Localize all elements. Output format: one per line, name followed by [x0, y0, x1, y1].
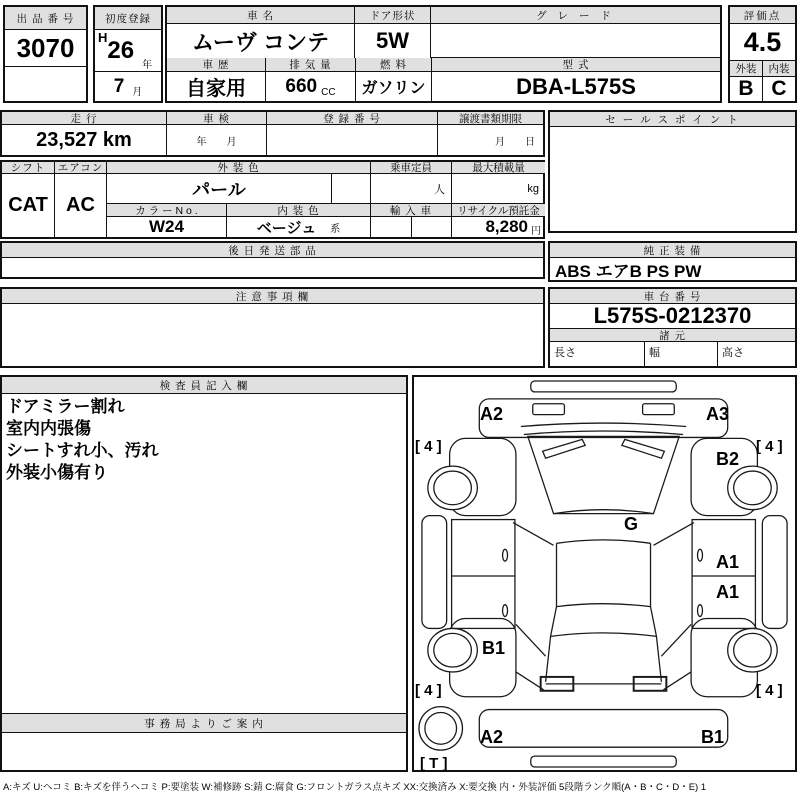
reg-month: 7 [113, 75, 125, 97]
fuel-label: 燃 料 [356, 58, 431, 72]
door-shape-label: ドア形状 [355, 7, 430, 24]
tread-depth-rear-right: [ 4 ] [756, 682, 783, 699]
equipment-label: 純 正 装 備 [550, 243, 795, 258]
import-car-cell-2 [412, 217, 452, 237]
era-code: H [98, 30, 108, 45]
tread-depth-rear-left: [ 4 ] [415, 682, 442, 699]
spec-length-label: 長さ [550, 342, 645, 366]
sales-point-label: セ ー ル ス ポ イ ン ト [550, 112, 795, 127]
interior-color-value [227, 217, 371, 237]
capacity-label: 乗車定員 [371, 162, 452, 174]
chassis-value: L575S-0212370 [550, 304, 795, 329]
later-parts-value [2, 258, 543, 277]
sales-point-box [548, 110, 797, 233]
shift-value: CAT [2, 174, 55, 237]
exterior-grade-label: 外装 [730, 61, 763, 77]
later-parts-box [0, 241, 545, 279]
door-shape-value: 5W [376, 28, 409, 53]
displacement-value [266, 72, 355, 101]
inspector-notes [2, 394, 406, 713]
chassis-label: 車 台 番 号 [550, 289, 795, 304]
interior-color-label: 内 装 色 [227, 204, 371, 217]
shift-label: シフト [2, 162, 55, 174]
reg-month-unit: 月 [132, 87, 143, 98]
model-code-label: 型 式 [432, 58, 720, 72]
capacity-unit: 人 [434, 183, 445, 196]
caution-label: 注 意 事 項 欄 [2, 289, 543, 304]
damage-label-door-right-2: A1 [716, 582, 740, 602]
caution-box [0, 287, 545, 368]
inspector-box [0, 375, 408, 772]
import-car-label: 輸 入 車 [371, 204, 452, 217]
tread-depth-front-left: [ 4 ] [415, 438, 442, 455]
capacity-value [371, 174, 452, 204]
car-top-view-diagram [414, 377, 795, 770]
car-name-value: ムーヴ コンテ [191, 29, 329, 55]
auction-number-box [3, 5, 88, 103]
specs-label: 諸 元 [550, 329, 795, 342]
damage-diagram-box [412, 375, 797, 772]
inspection-label: 車 検 [167, 112, 266, 125]
import-car-cell-1 [371, 217, 412, 237]
office-label: 事 務 局 よ り ご 案 内 [2, 713, 406, 733]
later-parts-label: 後 日 発 送 部 品 [2, 243, 543, 258]
first-registration-year [95, 30, 161, 72]
damage-label-rear-bumper-left: A2 [480, 727, 504, 747]
exterior-color-value: パール [107, 174, 332, 204]
registration-number-value [267, 125, 437, 155]
interior-grade-value: C [771, 77, 787, 100]
first-registration-month [95, 72, 161, 101]
registration-number-label: 登 録 番 号 [267, 112, 437, 125]
car-name-label: 車 名 [167, 7, 354, 24]
color-no-value: W24 [107, 217, 227, 237]
grade-label: グ レ ー ド [431, 7, 720, 24]
mileage-value: 23,527 km [36, 128, 132, 151]
tread-depth-front-right: [ 4 ] [756, 438, 783, 455]
exterior-grade-value: B [730, 77, 763, 101]
model-code-value: DBA-L575S [516, 73, 636, 99]
score-value: 4.5 [730, 24, 795, 61]
score-box [728, 5, 797, 103]
recycle-deposit-label: リサイクル預託金 [452, 204, 545, 217]
recycle-deposit-unit: 円 [531, 226, 541, 237]
spec-height-label: 高さ [722, 347, 744, 359]
color-grid-box [0, 160, 545, 239]
damage-label-front-fender-right: B2 [716, 449, 740, 469]
damage-label-door-right-1: A1 [716, 552, 740, 572]
transfer-deadline-value: 月 日 [495, 136, 535, 148]
caution-value [2, 304, 543, 366]
inspection-value: 年 月 [196, 136, 237, 148]
history-label: 車 歴 [167, 58, 265, 72]
interior-grade-label: 内装 [763, 61, 795, 77]
exterior-color-extra [332, 174, 371, 204]
score-label: 評価点 [730, 7, 795, 24]
mileage-row-box [0, 110, 545, 157]
fuel-value: ガソリン [361, 80, 426, 97]
inspector-label: 検 査 員 記 入 欄 [2, 377, 406, 394]
inspector-note-line: 室内内張傷 [6, 419, 91, 438]
recycle-deposit-number: 8,280 [485, 217, 528, 236]
damage-label-rear-bumper-right: B1 [701, 727, 725, 747]
first-registration-label: 初度登録 [95, 7, 161, 30]
damage-label-front-bumper-right: A3 [706, 404, 730, 424]
interior-color-suffix: 系 [330, 223, 341, 235]
inspector-note-line: ドアミラー割れ [6, 397, 125, 416]
max-load-label: 最大積載量 [452, 162, 545, 174]
grade-value [431, 24, 720, 58]
equipment-box [548, 241, 797, 282]
aircon-value: AC [55, 174, 107, 237]
auction-number-value: 3070 [5, 30, 86, 67]
displacement-label: 排 気 量 [266, 58, 355, 72]
office-value [2, 733, 406, 770]
damage-code-legend: A:キズ U:ヘコミ B:キズを伴うヘコミ P:要塗装 W:補修跡 S:錆 C:腐食 G:フロントガラス点キズ XX:交換済み X:要交換 内・外装評価 5段階ランク順(A・B・C・D・E) 1 [3, 782, 707, 793]
mileage-label: 走 行 [2, 112, 166, 125]
color-no-label: カ ラ ー N o . [107, 204, 227, 217]
recycle-deposit-value [452, 217, 545, 237]
reg-year-unit: 年 [142, 60, 153, 71]
inspector-note-line: シートすれ小、汚れ [6, 441, 159, 460]
vehicle-main-box [165, 5, 722, 103]
chassis-box [548, 287, 797, 368]
damage-label-windshield: G [624, 514, 639, 534]
history-value: 自家用 [186, 78, 246, 100]
auction-number-extra [5, 67, 86, 101]
sales-point-value [550, 127, 795, 231]
interior-color-name: ベージュ [256, 219, 317, 237]
exterior-color-label: 外 装 色 [107, 162, 371, 174]
spare-tire-label: [ T ] [420, 755, 448, 772]
max-load-unit: kg [527, 182, 539, 195]
auction-number-label: 出 品 番 号 [5, 7, 86, 30]
transfer-deadline-label: 譲渡書類期限 [438, 112, 543, 125]
max-load-value [452, 174, 545, 204]
damage-label-quarter-left: B1 [482, 638, 506, 658]
displacement-number: 660 [285, 75, 318, 97]
inspector-note-line: 外装小傷有り [6, 463, 108, 482]
aircon-label: エアコン [55, 162, 107, 174]
equipment-value: ABS エアB PS PW [555, 261, 702, 280]
first-registration-box [93, 5, 163, 103]
spec-width-label: 幅 [645, 342, 718, 366]
reg-year: 26 [107, 36, 135, 64]
displacement-unit: CC [321, 87, 336, 98]
damage-label-front-bumper-left: A2 [480, 404, 504, 424]
